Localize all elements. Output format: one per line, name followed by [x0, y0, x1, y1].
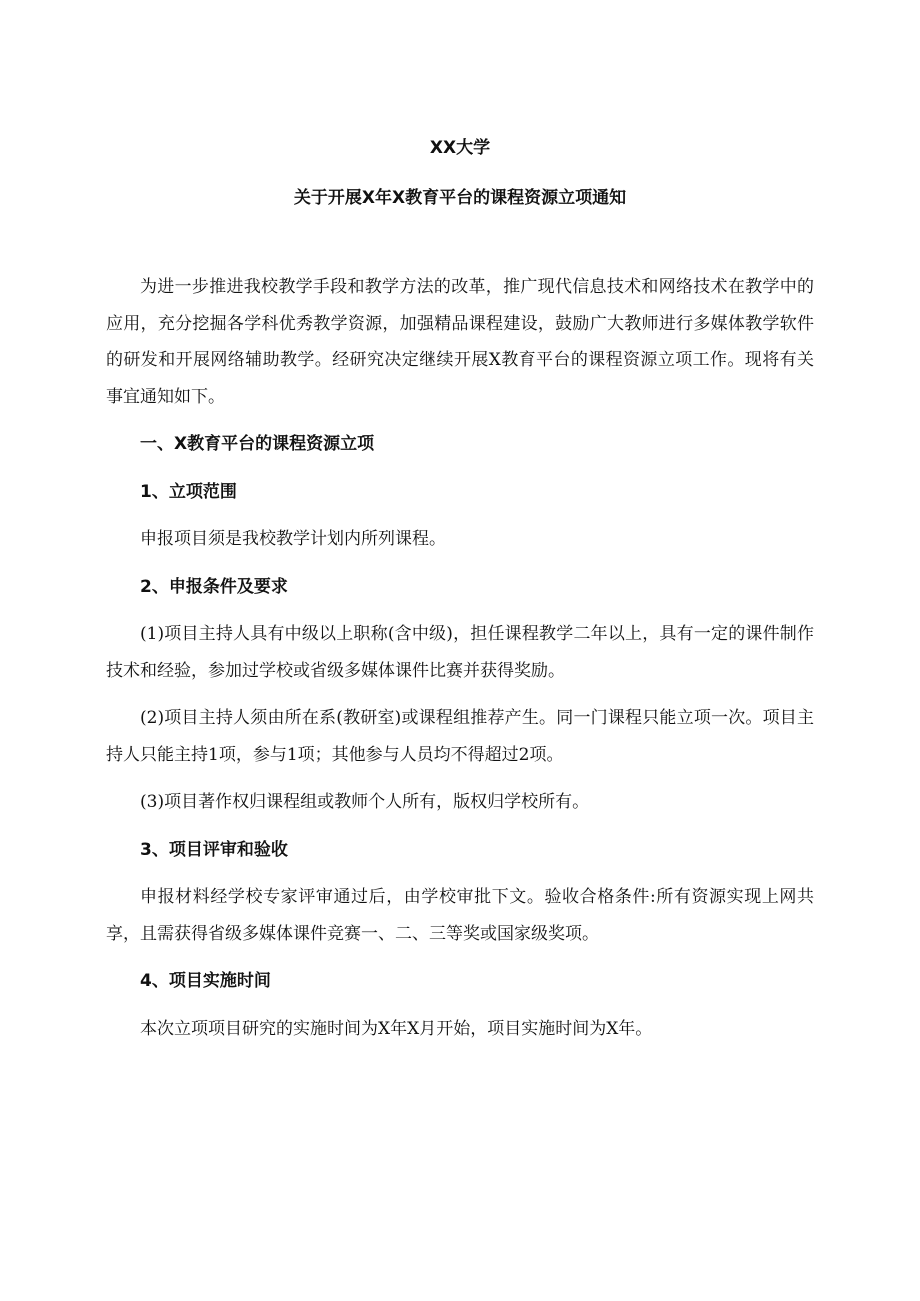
- item2-paragraph-2: (2)项目主持人须由所在系(教研室)或课程组推荐产生。同一门课程只能立项一次。项目主持人只能主持1项，参与1项；其他参与人员均不得超过2项。: [106, 708, 814, 765]
- item2-heading: 2、申报条件及要求: [140, 576, 288, 597]
- item1-heading: 1、立项范围: [140, 481, 237, 502]
- document-body: [106, 269, 814, 1058]
- document-title: XX大学: [429, 138, 491, 158]
- intro-paragraph: 为进一步推进我校教学手段和教学方法的改革，推广现代信息技术和网络技术在教学中的应用，充分挖掘各学科优秀教学资源，加强精品课程建设，鼓励广大教师进行多媒体教学软件的研发和开展网络辅助教学。经研究决定继续开展X教育平台的课程资源立项工作。现将有关事宜通知如下。: [106, 277, 814, 407]
- document-subtitle: 关于开展X年X教育平台的课程资源立项通知: [293, 188, 627, 208]
- item4-heading: 4、项目实施时间: [140, 971, 271, 991]
- item1-paragraph: 申报项目须是我校教学计划内所列课程。: [140, 529, 446, 549]
- item3-paragraph: 申报材料经学校专家评审通过后，由学校审批下文。验收合格条件:所有资源实现上网共享，且需获得省级多媒体课件竞赛一、二、三等奖或国家级奖项。: [106, 887, 814, 944]
- item3-heading: 3、项目评审和验收: [140, 839, 288, 860]
- item2-paragraph-3: (3)项目著作权归课程组或教师个人所有，版权归学校所有。: [140, 792, 590, 812]
- item2-paragraph-1: (1)项目主持人具有中级以上职称(含中级)，担任课程教学二年以上，具有一定的课件制作技术和经验，参加过学校或省级多媒体课件比赛并获得奖励。: [106, 624, 814, 681]
- item4-paragraph: 本次立项项目研究的实施时间为X年X月开始，项目实施时间为X年。: [140, 1018, 653, 1039]
- section1-heading: 一、X教育平台的课程资源立项: [140, 434, 375, 454]
